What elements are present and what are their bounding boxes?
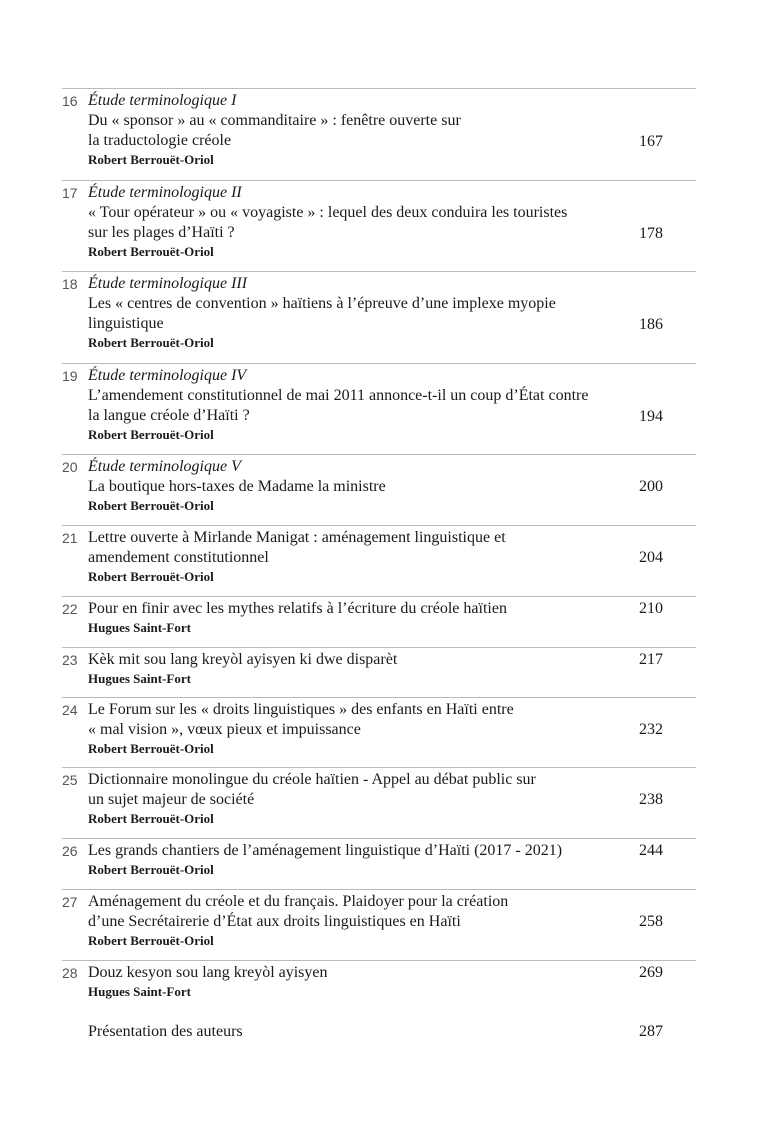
entry-number: 27 bbox=[62, 894, 78, 910]
entry-label: Étude terminologique II bbox=[88, 184, 242, 201]
entry-number: 17 bbox=[62, 185, 78, 201]
entry-title-line: linguistique bbox=[88, 315, 164, 332]
entry-number: 26 bbox=[62, 843, 78, 859]
entry-number: 28 bbox=[62, 965, 78, 981]
entry-title-line: la traductologie créole bbox=[88, 132, 232, 149]
entry-title-line: Pour en finir avec les mythes relatifs à l’écriture du créole haïtien bbox=[88, 600, 507, 617]
entry-title-line: Dictionnaire monolingue du créole haïtien - Appel au débat public sur bbox=[88, 771, 536, 788]
entry-page: 186 bbox=[639, 316, 663, 333]
entry-title-line: Les « centres de convention » haïtiens à l’épreuve d’une implexe myopie bbox=[88, 295, 556, 312]
entry-author: Robert Berrouët-Oriol bbox=[88, 569, 214, 584]
entry-page: 167 bbox=[639, 133, 663, 150]
entry-title-line: sur les plages d’Haïti ? bbox=[88, 224, 235, 241]
toc-entry bbox=[62, 596, 696, 647]
entry-label: Étude terminologique III bbox=[88, 275, 248, 292]
entry-page: 204 bbox=[639, 549, 663, 566]
entry-title-line: Le Forum sur les « droits linguistiques » des enfants en Haïti entre bbox=[88, 701, 514, 718]
entry-title-line: amendement constitutionnel bbox=[88, 549, 269, 566]
entry-author: Robert Berrouët-Oriol bbox=[88, 335, 214, 350]
entry-title-line: un sujet majeur de société bbox=[88, 791, 255, 808]
entry-author: Robert Berrouët-Oriol bbox=[88, 152, 214, 167]
entry-number: 16 bbox=[62, 93, 78, 109]
entry-page: 217 bbox=[639, 651, 663, 668]
entry-title-line: la langue créole d’Haïti ? bbox=[88, 407, 250, 424]
entry-label: Étude terminologique IV bbox=[88, 367, 247, 384]
entry-author: Robert Berrouët-Oriol bbox=[88, 933, 214, 948]
toc-entry bbox=[62, 838, 696, 889]
entry-page: 178 bbox=[639, 225, 663, 242]
entry-page: 244 bbox=[639, 842, 663, 859]
entry-page: 200 bbox=[639, 478, 663, 495]
entry-label: Étude terminologique V bbox=[88, 458, 241, 475]
entry-title-line: Présentation des auteurs bbox=[88, 1023, 243, 1040]
entry-number: 19 bbox=[62, 368, 78, 384]
entry-number: 22 bbox=[62, 601, 78, 617]
entry-title-line: Les grands chantiers de l’aménagement linguistique d’Haïti (2017 - 2021) bbox=[88, 842, 563, 859]
toc-entry bbox=[62, 697, 696, 767]
table-of-contents bbox=[62, 88, 696, 1052]
toc-entry-presentation bbox=[62, 1022, 696, 1052]
entry-author: Hugues Saint-Fort bbox=[88, 984, 191, 999]
entry-title-line: L’amendement constitutionnel de mai 2011 annonce-t-il un coup d’État contre bbox=[88, 387, 589, 404]
entry-page: 194 bbox=[639, 408, 663, 425]
entry-page: 232 bbox=[639, 721, 663, 738]
entry-author: Robert Berrouët-Oriol bbox=[88, 427, 214, 442]
toc-entry bbox=[62, 960, 696, 1022]
entry-page: 287 bbox=[639, 1023, 663, 1040]
toc-entry bbox=[62, 889, 696, 960]
entry-page: 258 bbox=[639, 913, 663, 930]
entry-title-line: La boutique hors-taxes de Madame la ministre bbox=[88, 478, 386, 495]
toc-entry bbox=[62, 180, 696, 271]
entry-title-line: « Tour opérateur » ou « voyagiste » : lequel des deux conduira les touristes bbox=[88, 204, 568, 221]
toc-entry bbox=[62, 88, 696, 180]
toc-entry bbox=[62, 454, 696, 525]
entry-number: 24 bbox=[62, 702, 78, 718]
entry-number: 18 bbox=[62, 276, 78, 292]
entry-page: 210 bbox=[639, 600, 663, 617]
entry-page: 238 bbox=[639, 791, 663, 808]
toc-entry bbox=[62, 647, 696, 697]
toc-entry bbox=[62, 363, 696, 454]
toc-entry bbox=[62, 271, 696, 363]
entry-page: 269 bbox=[639, 964, 663, 981]
entry-author: Robert Berrouët-Oriol bbox=[88, 811, 214, 826]
entry-author: Robert Berrouët-Oriol bbox=[88, 498, 214, 513]
entry-title-line: d’une Secrétairerie d’État aux droits linguistiques en Haïti bbox=[88, 913, 461, 930]
entry-title-line: Kèk mit sou lang kreyòl ayisyen ki dwe disparèt bbox=[88, 651, 398, 668]
entry-number: 23 bbox=[62, 652, 78, 668]
entry-label: Étude terminologique I bbox=[88, 92, 237, 109]
entry-author: Robert Berrouët-Oriol bbox=[88, 862, 214, 877]
entry-title-line: « mal vision », vœux pieux et impuissance bbox=[88, 721, 361, 738]
entry-title-line: Douz kesyon sou lang kreyòl ayisyen bbox=[88, 964, 328, 981]
entry-author: Hugues Saint-Fort bbox=[88, 671, 191, 686]
entry-title-line: Lettre ouverte à Mirlande Manigat : aménagement linguistique et bbox=[88, 529, 506, 546]
entry-number: 20 bbox=[62, 459, 78, 475]
entry-title-line: Du « sponsor » au « commanditaire » : fenêtre ouverte sur bbox=[88, 112, 461, 129]
toc-entry bbox=[62, 525, 696, 596]
entry-title-line: Aménagement du créole et du français. Plaidoyer pour la création bbox=[88, 893, 509, 910]
entry-number: 25 bbox=[62, 772, 78, 788]
entry-author: Robert Berrouët-Oriol bbox=[88, 741, 214, 756]
entry-author: Hugues Saint-Fort bbox=[88, 620, 191, 635]
toc-entry bbox=[62, 767, 696, 838]
entry-number: 21 bbox=[62, 530, 78, 546]
entry-author: Robert Berrouët-Oriol bbox=[88, 244, 214, 259]
